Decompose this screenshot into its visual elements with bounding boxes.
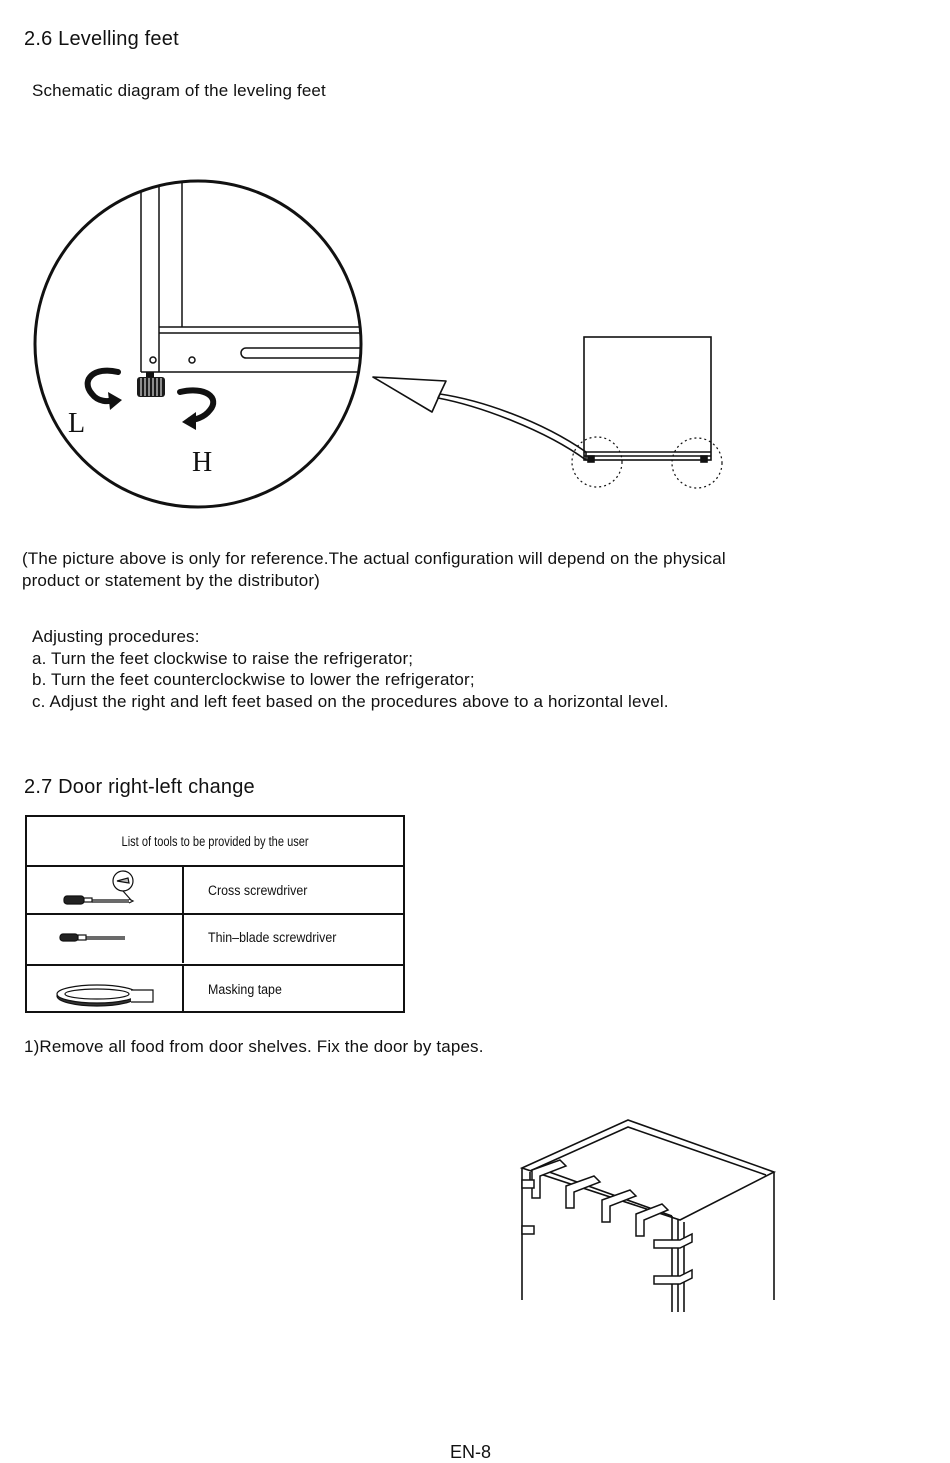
- levelling-feet-diagram: [0, 0, 950, 520]
- table-row: [27, 964, 403, 1013]
- reference-note: (The picture above is only for reference.The actual configuration will depend on the physical product or statement by the distributor): [22, 549, 726, 590]
- tool-label: Thin–blade screwdriver: [208, 930, 337, 945]
- table-row: [27, 865, 403, 915]
- adjusting-procedures: [32, 626, 669, 712]
- door-step-1: 1)Remove all food from door shelves. Fix the door by tapes.: [24, 1037, 484, 1056]
- procedures-title: Adjusting procedures:: [32, 627, 200, 646]
- foot-highlight-right: [672, 438, 722, 488]
- thin-blade-screwdriver-icon: [27, 915, 177, 963]
- rotate-right-arrow-icon: [180, 390, 213, 430]
- procedure-step: a. Turn the feet clockwise to raise the refrigerator;: [32, 648, 414, 668]
- section-heading-door-change: 2.7 Door right-left change: [24, 776, 255, 798]
- diagram-caption: Schematic diagram of the leveling feet: [32, 81, 326, 100]
- tape-strips-icon: [522, 1160, 692, 1284]
- label-l: L: [68, 408, 86, 439]
- tools-table-header: List of tools to be provided by the user: [121, 834, 309, 849]
- cross-screwdriver-icon: [27, 867, 177, 915]
- page-number: EN-8: [450, 1442, 492, 1462]
- rotate-left-arrow-icon: [88, 371, 122, 410]
- foot-highlight-left: [572, 437, 622, 487]
- pointer-arrow-icon: [373, 377, 586, 460]
- tool-label: Masking tape: [208, 982, 282, 997]
- procedure-step: b. Turn the feet counterclockwise to lower the refrigerator;: [32, 670, 475, 689]
- refrigerator-front-icon: [584, 337, 711, 462]
- masking-tape-icon: [27, 966, 177, 1014]
- leveling-foot-icon: [137, 372, 165, 397]
- procedure-step: c. Adjust the right and left feet based on the procedures above to a horizontal level.: [32, 691, 669, 711]
- tools-table: [25, 815, 405, 1013]
- label-h: H: [192, 447, 213, 478]
- section-heading-levelling-feet: 2.6 Levelling feet: [24, 28, 179, 50]
- tool-label: Cross screwdriver: [208, 883, 308, 898]
- table-row: [27, 913, 403, 963]
